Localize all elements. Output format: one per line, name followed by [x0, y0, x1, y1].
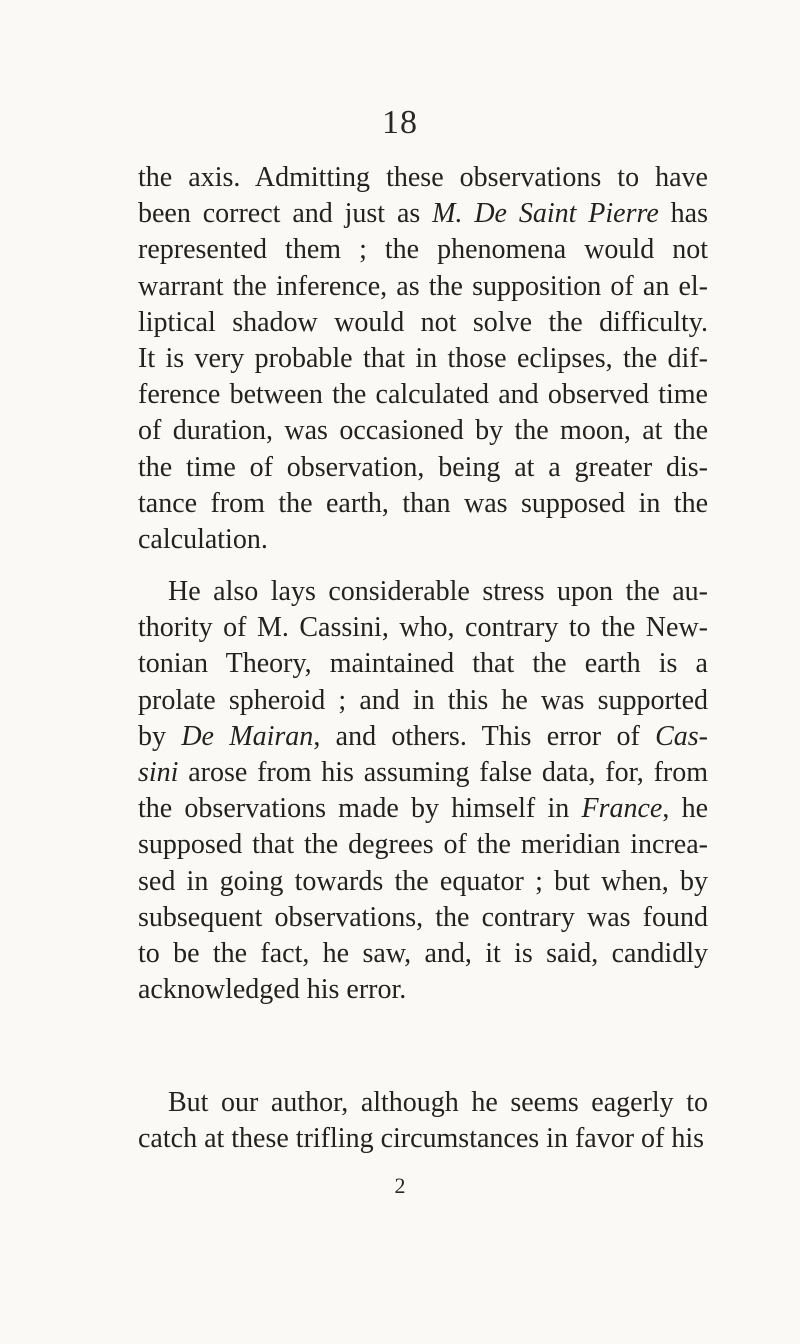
text-run: represented them ; the phenomena would not	[138, 234, 708, 266]
text-line	[138, 232, 708, 268]
text-line	[138, 610, 708, 646]
text-line	[138, 719, 708, 755]
text-line	[138, 900, 708, 936]
text-line	[138, 683, 708, 719]
text-run: the observations made by himself in	[138, 793, 582, 825]
text-line	[138, 791, 708, 827]
italic-text: sini	[138, 756, 179, 788]
text-run: liptical shadow would not solve the difficulty.	[138, 306, 708, 338]
text-line	[138, 827, 708, 863]
text-line	[138, 305, 708, 341]
italic-text: De Mairan	[181, 720, 314, 752]
text-line	[138, 646, 708, 682]
paragraph-2	[138, 574, 708, 1008]
text-line	[138, 160, 708, 196]
text-run: to be the fact, he saw, and, it is said, candidly	[138, 937, 708, 969]
text-run: , he	[662, 793, 708, 825]
text-run: supposed that the degrees of the meridian increa-	[138, 829, 708, 861]
text-line	[138, 269, 708, 305]
text-run: of duration, was occasioned by the moon, at the	[138, 415, 708, 447]
text-line	[138, 522, 708, 558]
text-run: ference between the calculated and observed time	[138, 379, 708, 411]
text-run: tonian Theory, maintained that the earth is a	[138, 648, 708, 680]
text-line	[138, 1121, 708, 1157]
italic-text: Cas-	[655, 720, 709, 752]
paragraph-3	[138, 1085, 708, 1157]
text-line	[138, 341, 708, 377]
text-run: catch at these trifling circumstances in favor of his	[138, 1123, 705, 1155]
text-line	[138, 1085, 708, 1121]
text-line	[138, 377, 708, 413]
text-run: by	[138, 720, 182, 752]
text-line	[138, 864, 708, 900]
text-run: the axis. Admitting these observations to have	[138, 162, 708, 193]
text-line	[138, 486, 708, 522]
text-line	[138, 196, 708, 232]
signature-mark: 2	[394, 1173, 406, 1198]
text-run: calculation.	[138, 523, 268, 555]
text-line	[138, 972, 708, 1008]
text-run: prolate spheroid ; and in this he was supported	[138, 684, 708, 716]
paragraph-1	[138, 160, 708, 558]
text-line	[138, 936, 708, 972]
text-run: the time of observation, being at a greater dis-	[138, 451, 708, 483]
italic-text: France	[581, 793, 663, 825]
text-run: But our author, although he seems eagerly to	[168, 1087, 708, 1118]
text-run: acknowledged his error.	[138, 974, 407, 1006]
text-run: sed in going towards the equator ; but when, by	[138, 865, 708, 897]
page-number: 18	[382, 104, 418, 141]
text-line	[138, 574, 708, 610]
text-run: thority of M. Cassini, who, contrary to the New-	[138, 612, 708, 644]
text-line	[138, 755, 708, 791]
text-run: , and others. This error of	[313, 720, 656, 752]
text-line	[138, 450, 708, 486]
text-run: has	[658, 198, 708, 230]
text-line	[138, 413, 708, 449]
italic-text: M. De Saint Pierre	[432, 198, 659, 230]
text-run: been correct and just as	[138, 198, 433, 230]
text-run: subsequent observations, the contrary was found	[138, 901, 708, 933]
text-run: He also lays considerable stress upon the au-	[168, 576, 708, 607]
text-run: It is very probable that in those eclipses, the dif-	[138, 342, 708, 374]
text-run: warrant the inference, as the supposition of an el-	[138, 270, 708, 302]
text-run: tance from the earth, than was supposed in the	[138, 487, 708, 519]
text-run: arose from his assuming false data, for, from	[178, 756, 708, 788]
